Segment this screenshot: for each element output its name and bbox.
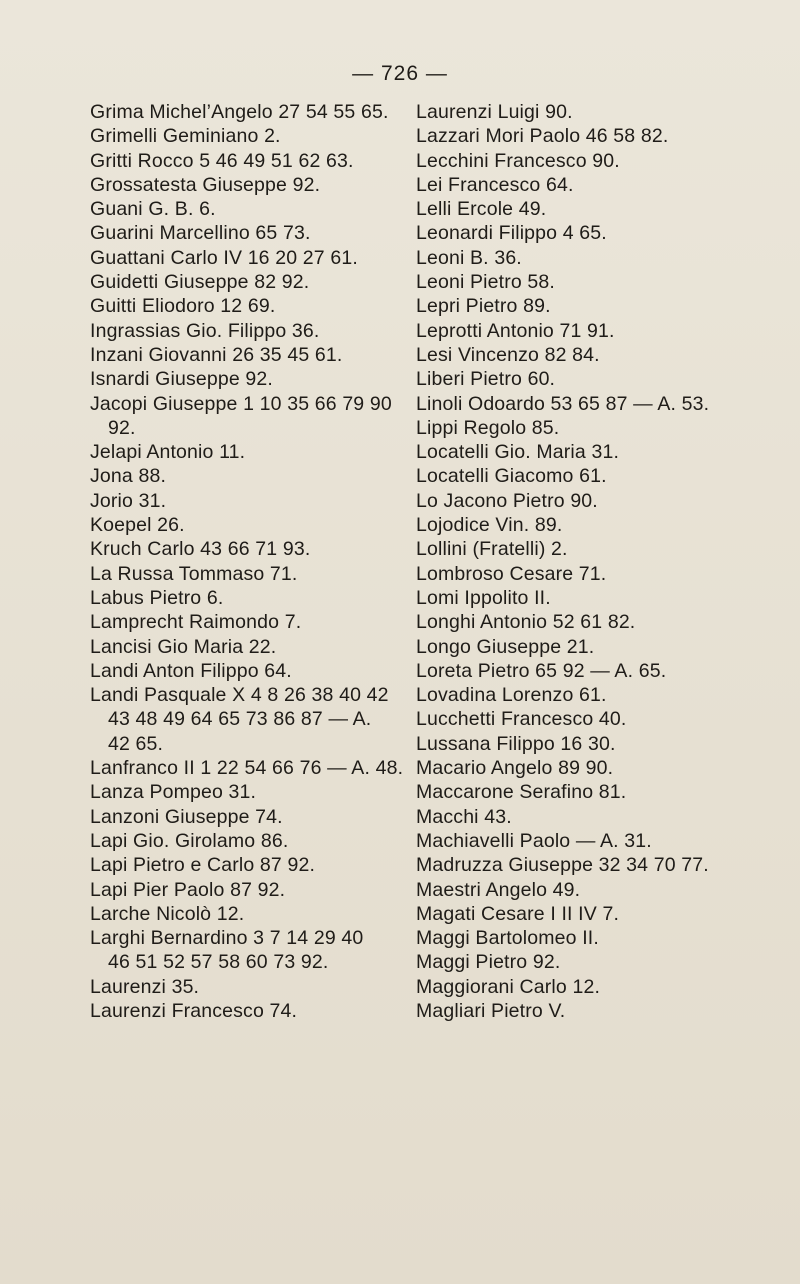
index-entry-continuation: 42 65. xyxy=(108,732,164,755)
index-entry: Lucchetti Francesco 40. xyxy=(416,708,627,731)
index-entry: Lanza Pompeo 31. xyxy=(90,781,257,804)
index-entry: Landi Anton Filippo 64. xyxy=(90,659,292,682)
index-entry: Guitti Eliodoro 12 69. xyxy=(90,295,276,318)
index-entry: Lamprecht Raimondo 7. xyxy=(90,611,302,634)
index-entry: Liberi Pietro 60. xyxy=(416,368,556,391)
index-entry: Grimelli Geminiano 2. xyxy=(90,125,281,148)
index-entry: Lippi Regolo 85. xyxy=(416,416,560,439)
index-entry: Lapi Gio. Girolamo 86. xyxy=(90,829,289,852)
index-entry: Longhi Antonio 52 61 82. xyxy=(416,611,636,634)
index-entry: Magliari Pietro V. xyxy=(416,999,566,1022)
index-entry: Loreta Pietro 65 92 — A. 65. xyxy=(416,659,667,682)
index-entry-continuation: 92. xyxy=(108,416,136,439)
index-entry: Laurenzi Luigi 90. xyxy=(416,101,573,123)
index-entry: Linoli Odoardo 53 65 87 — A. 53. xyxy=(416,392,710,415)
index-entry: Lo Jacono Pietro 90. xyxy=(416,489,598,512)
index-entry-continuation: 43 48 49 64 65 73 86 87 — A. xyxy=(108,708,372,731)
index-entry: Larghi Bernardino 3 7 14 29 40 xyxy=(90,927,364,950)
index-entry: Locatelli Gio. Maria 31. xyxy=(416,441,620,464)
index-entry: Longo Giuseppe 21. xyxy=(416,635,595,658)
index-entry: Ingrassias Gio. Filippo 36. xyxy=(90,319,320,342)
index-entry: Lei Francesco 64. xyxy=(416,173,574,196)
index-entry: Madruzza Giuseppe 32 34 70 77. xyxy=(416,854,709,877)
index-column-right xyxy=(416,100,784,1023)
index-entry: Jacopi Giuseppe 1 10 35 66 79 90 xyxy=(90,392,392,415)
index-entry: Locatelli Giacomo 61. xyxy=(416,465,607,488)
index-entry: Gritti Rocco 5 46 49 51 62 63. xyxy=(90,149,354,172)
index-column-left xyxy=(90,100,408,1023)
index-entry: Kruch Carlo 43 66 71 93. xyxy=(90,538,311,561)
index-entry: Lollini (Fratelli) 2. xyxy=(416,538,568,561)
index-entry: Labus Pietro 6. xyxy=(90,586,224,609)
index-entry: Leprotti Antonio 71 91. xyxy=(416,319,615,342)
index-entry: Jona 88. xyxy=(90,465,167,488)
index-entry: Magati Cesare I II IV 7. xyxy=(416,902,620,925)
index-entry: Larche Nicolò 12. xyxy=(90,902,245,925)
index-entry: Macchi 43. xyxy=(416,805,512,828)
index-entry: Lancisi Gio Maria 22. xyxy=(90,635,277,658)
index-entry: La Russa Tommaso 71. xyxy=(90,562,298,585)
index-entry: Guarini Marcellino 65 73. xyxy=(90,222,311,245)
index-entry: Lovadina Lorenzo 61. xyxy=(416,684,607,707)
index-entry: Lussana Filippo 16 30. xyxy=(416,732,616,755)
index-entry: Guattani Carlo IV 16 20 27 61. xyxy=(90,246,358,269)
index-entry: Isnardi Giuseppe 92. xyxy=(90,368,273,391)
index-entry: Jorio 31. xyxy=(90,489,167,512)
index-entry: Jelapi Antonio 11. xyxy=(90,441,246,464)
index-entry: Lapi Pietro e Carlo 87 92. xyxy=(90,854,316,877)
index-entry-continuation: 46 51 52 57 58 60 73 92. xyxy=(108,951,329,974)
index-entry: Maestri Angelo 49. xyxy=(416,878,581,901)
index-entry: Koepel 26. xyxy=(90,514,185,537)
index-entry: Maggi Bartolomeo II. xyxy=(416,927,599,950)
index-entry: Leonardi Filippo 4 65. xyxy=(416,222,607,245)
index-entry: Machiavelli Paolo — A. 31. xyxy=(416,829,652,852)
index-entry: Lapi Pier Paolo 87 92. xyxy=(90,878,286,901)
index-entry: Macario Angelo 89 90. xyxy=(416,757,614,780)
index-entry: Lojodice Vin. 89. xyxy=(416,514,563,537)
index-entry: Inzani Giovanni 26 35 45 61. xyxy=(90,343,343,366)
index-entry: Lomi Ippolito II. xyxy=(416,586,551,609)
index-entry: Lanzoni Giuseppe 74. xyxy=(90,805,283,828)
index-entry: Laurenzi Francesco 74. xyxy=(90,999,298,1022)
index-entry: Guani G. B. 6. xyxy=(90,198,216,221)
index-entry: Lecchini Francesco 90. xyxy=(416,149,620,172)
index-entry: Lepri Pietro 89. xyxy=(416,295,551,318)
index-entry: Lelli Ercole 49. xyxy=(416,198,547,221)
index-entry: Lanfranco II 1 22 54 66 76 — A. 48. xyxy=(90,757,404,780)
index-entry: Guidetti Giuseppe 82 92. xyxy=(90,271,310,294)
index-entry: Landi Pasquale X 4 8 26 38 40 42 xyxy=(90,684,389,707)
index-entry: Maggiorani Carlo 12. xyxy=(416,975,601,998)
index-entry: Leoni B. 36. xyxy=(416,246,522,269)
index-entry: Grima Michel’Angelo 27 54 55 65. xyxy=(90,101,389,123)
page-number: — 726 — xyxy=(352,62,448,85)
index-entry: Grossatesta Giuseppe 92. xyxy=(90,173,321,196)
index-entry: Maccarone Serafino 81. xyxy=(416,781,627,804)
index-entry: Maggi Pietro 92. xyxy=(416,951,561,974)
index-entry: Leoni Pietro 58. xyxy=(416,271,555,294)
index-entry: Lazzari Mori Paolo 46 58 82. xyxy=(416,125,669,148)
index-entry: Laurenzi 35. xyxy=(90,975,200,998)
index-entry: Lesi Vincenzo 82 84. xyxy=(416,343,600,366)
index-entry: Lombroso Cesare 71. xyxy=(416,562,607,585)
